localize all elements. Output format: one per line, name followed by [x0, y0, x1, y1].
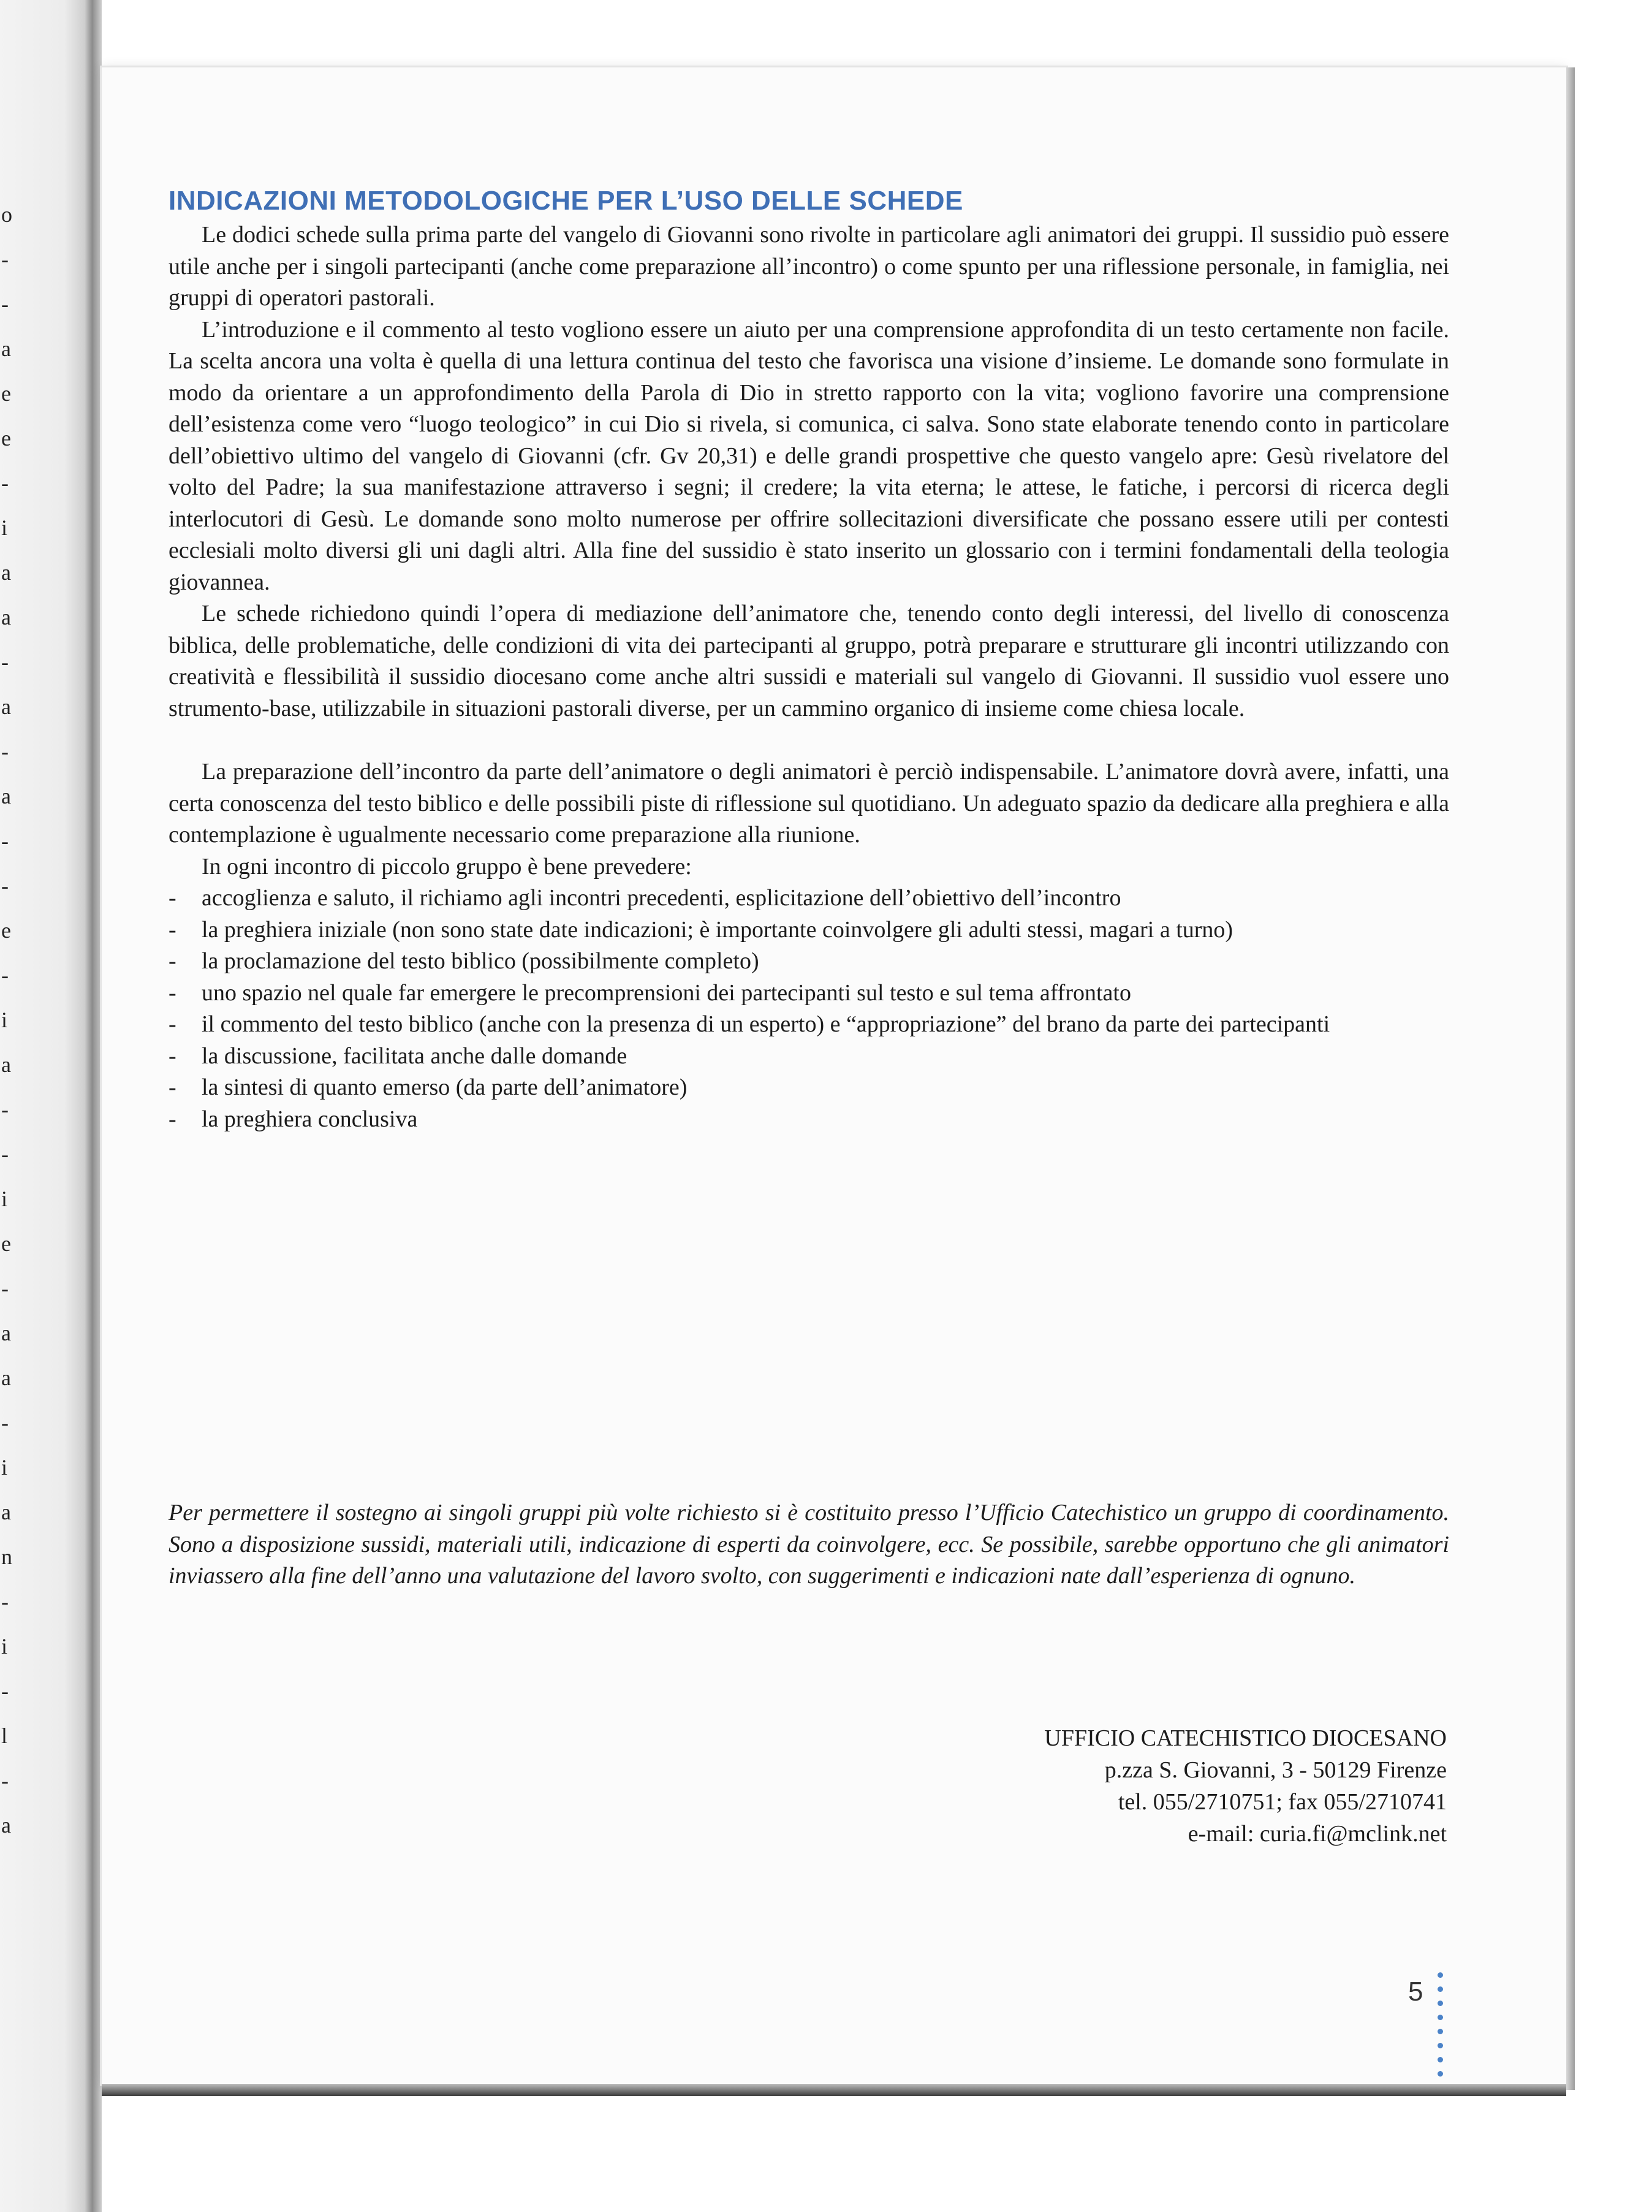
left-page-fragment: a: [1, 605, 11, 629]
list-item-text: uno spazio nel quale far emergere le precomprensioni dei partecipanti sul testo e sul tema affrontato: [202, 979, 1131, 1006]
left-page-fragment: -: [1, 1679, 9, 1703]
left-page-fragment: e: [1, 1231, 11, 1256]
office-address: p.zza S. Giovanni, 3 - 50129 Firenze: [1104, 1757, 1447, 1783]
bullet-marker: -: [169, 1106, 176, 1132]
main-content: [169, 184, 1449, 1135]
left-page-fragment: -: [1, 292, 9, 316]
left-page-fragment: a: [1, 1366, 11, 1390]
bullet-marker: -: [169, 1043, 176, 1069]
list-item: [169, 1104, 1449, 1136]
left-page-fragment: -: [1, 471, 9, 495]
bullet-marker: -: [169, 1011, 176, 1037]
left-page-fragment: e: [1, 381, 11, 406]
meeting-steps-list: [169, 883, 1449, 1135]
paragraph: La preparazione dell’incontro da parte dell’animatore o degli animatori è perciò indispensabile. L’animatore dovrà avere, infatti, una certa conoscenza del testo biblico e delle possibili piste di riflessione sul quotidiano. Un adeguato spazio da dedicare alla preghiera e alla contemplazione è ugualmente necessario come preparazione alla riunione.: [169, 759, 1449, 848]
left-page-fragment: -: [1, 650, 9, 674]
office-contact-block: [1044, 1722, 1447, 1850]
left-page-fragment: i: [1, 1455, 8, 1480]
left-page-fragment: a: [1, 336, 11, 361]
bullet-marker: -: [169, 1074, 176, 1100]
page-edge-bottom: [102, 2084, 1566, 2096]
left-page-fragment: a: [1, 1813, 11, 1838]
bullet-marker: -: [169, 916, 176, 943]
page-number-dots-ornament: [1438, 1972, 1445, 2085]
left-page-fragment: -: [1, 963, 9, 987]
list-item-text: la preghiera iniziale (non sono state date indicazioni; è importante coinvolgere gli adulti stessi, magari a turno): [202, 916, 1233, 943]
list-item: [169, 914, 1449, 946]
list-item: [169, 1072, 1449, 1104]
left-page-fragment: -: [1, 1768, 9, 1793]
list-item-text: la sintesi di quanto emerso (da parte dell’animatore): [202, 1074, 688, 1100]
bullet-marker: -: [169, 979, 176, 1006]
left-page-fragment: -: [1, 1276, 9, 1301]
left-page-fragment: a: [1, 1500, 11, 1524]
list-item-text: la proclamazione del testo biblico (possibilmente completo): [202, 948, 759, 974]
left-page-edge: [0, 0, 92, 2212]
paragraph: L’introduzione e il commento al testo vogliono essere un aiuto per una comprensione approfondita di un testo certamente non facile. La scelta ancora una volta è quella di una lettura continua del testo che favorisca una visione d’insieme. Le domande sono formulate in modo da orientare a un approfondimento della Parola di Dio in stretto rapporto con la vita; vogliono favorire una comprensione dell’esistenza come vero “luogo teologico” in cui Dio si rivela, si comunica, ci salva. Sono state elaborate tenendo conto in particolare dell’obiettivo ultimo del vangelo di Giovanni (cfr. Gv 20,31) e delle grandi prospettive che questo vangelo apre: Gesù rivelatore del volto del Padre; la sua manifestazione attraverso i segni; il credere; la vita eterna; le attese, le fatiche, i percorsi di ricerca degli interlocutori di Gesù. Le domande sono molto numerose per offrire sollecitazioni diversificate che possano essere utili per contesti ecclesiali molto diversi gli uni dagli altri. Alla fine del sussidio è stato inserito un glossario con i termini fondamentali della teologia giovannea.: [169, 316, 1449, 595]
office-name: UFFICIO CATECHISTICO DIOCESANO: [1044, 1725, 1447, 1751]
left-page-fragment: a: [1, 1321, 11, 1345]
left-page-fragment: -: [1, 247, 9, 272]
left-page-fragment: e: [1, 426, 11, 450]
office-email: e-mail: curia.fi@mclink.net: [1188, 1821, 1447, 1847]
coordination-note: Per permettere il sostegno ai singoli gruppi più volte richiesto si è costituito presso l’Ufficio Catechistico un gruppo di coordinamento. Sono a disposizione sussidi, materiali utili, indicazione di esperti da coinvolgere, ecc. Se possibile, sarebbe opportuno che gli animatori inviassero alla fine dell’anno una valutazione del lavoro svolto, con suggerimenti e indicazioni nate dall’esperienza di ognuno.: [169, 1500, 1449, 1589]
list-item-text: il commento del testo biblico (anche con la presenza di un esperto) e “appropriazione” del brano da parte dei partecipanti: [202, 1011, 1330, 1037]
left-page-fragment: -: [1, 873, 9, 898]
bullet-marker: -: [169, 948, 176, 974]
paragraph: Le schede richiedono quindi l’opera di mediazione dell’animatore che, tenendo conto degli interessi, del livello di conoscenza biblica, delle problematiche, delle condizioni di vita dei partecipanti al gruppo, potrà preparare e strutturare gli incontri utilizzando con creatività e flessibilità il sussidio diocesano come anche altri sussidi e materiali sul vangelo di Giovanni. Il sussidio vuol essere uno strumento-base, utilizzabile in situazioni pastorali diverse, per un cammino organico di insieme come chiesa locale.: [169, 601, 1449, 721]
list-item-text: la discussione, facilitata anche dalle domande: [202, 1043, 627, 1069]
list-item: [169, 978, 1449, 1009]
page-number: 5: [1408, 1977, 1423, 2007]
left-page-fragment: n: [1, 1545, 12, 1569]
left-page-fragment: a: [1, 1052, 11, 1077]
left-page-fragment: e: [1, 918, 11, 943]
paragraph: Le dodici schede sulla prima parte del vangelo di Giovanni sono rivolte in particolare agli animatori dei gruppi. Il sussidio può essere utile anche per i singoli partecipanti (anche come preparazione all’incontro) o come spunto per una riflessione personale, in famiglia, nei gruppi di operatori pastorali.: [169, 222, 1449, 311]
left-page-fragment: -: [1, 1097, 9, 1122]
list-item: [169, 1041, 1449, 1073]
left-page-fragment: -: [1, 739, 9, 764]
left-page-fragment: -: [1, 829, 9, 853]
left-page-fragment: i: [1, 515, 8, 540]
left-page-fragment: i: [1, 1187, 8, 1211]
list-item-text: accoglienza e saluto, il richiamo agli incontri precedenti, esplicitazione dell’obiettivo dell’incontro: [202, 885, 1121, 911]
page-edge-right: [1566, 67, 1575, 2090]
left-page-fragment: -: [1, 1410, 9, 1435]
left-page-fragment: i: [1, 1634, 8, 1659]
list-intro: In ogni incontro di piccolo gruppo è bene prevedere:: [202, 853, 692, 880]
left-page-fragment: -: [1, 1142, 9, 1166]
left-page-fragment: a: [1, 560, 11, 585]
list-item: [169, 1009, 1449, 1041]
bullet-marker: -: [169, 885, 176, 911]
left-page-fragment: l: [1, 1724, 8, 1748]
paragraph-spacer: [169, 724, 1449, 756]
left-page-fragment: o: [1, 202, 12, 227]
list-item-text: la preghiera conclusiva: [202, 1106, 418, 1132]
list-item: [169, 946, 1449, 978]
book-gutter: [92, 0, 102, 2212]
office-phone: tel. 055/2710751; fax 055/2710741: [1118, 1789, 1447, 1815]
list-item: [169, 883, 1449, 914]
left-page-fragment: i: [1, 1008, 8, 1032]
left-page-fragment: a: [1, 784, 11, 808]
left-page-fragment: a: [1, 694, 11, 719]
left-page-fragment: -: [1, 1589, 9, 1614]
section-heading: INDICAZIONI METODOLOGICHE PER L’USO DELLE SCHEDE: [169, 186, 963, 216]
